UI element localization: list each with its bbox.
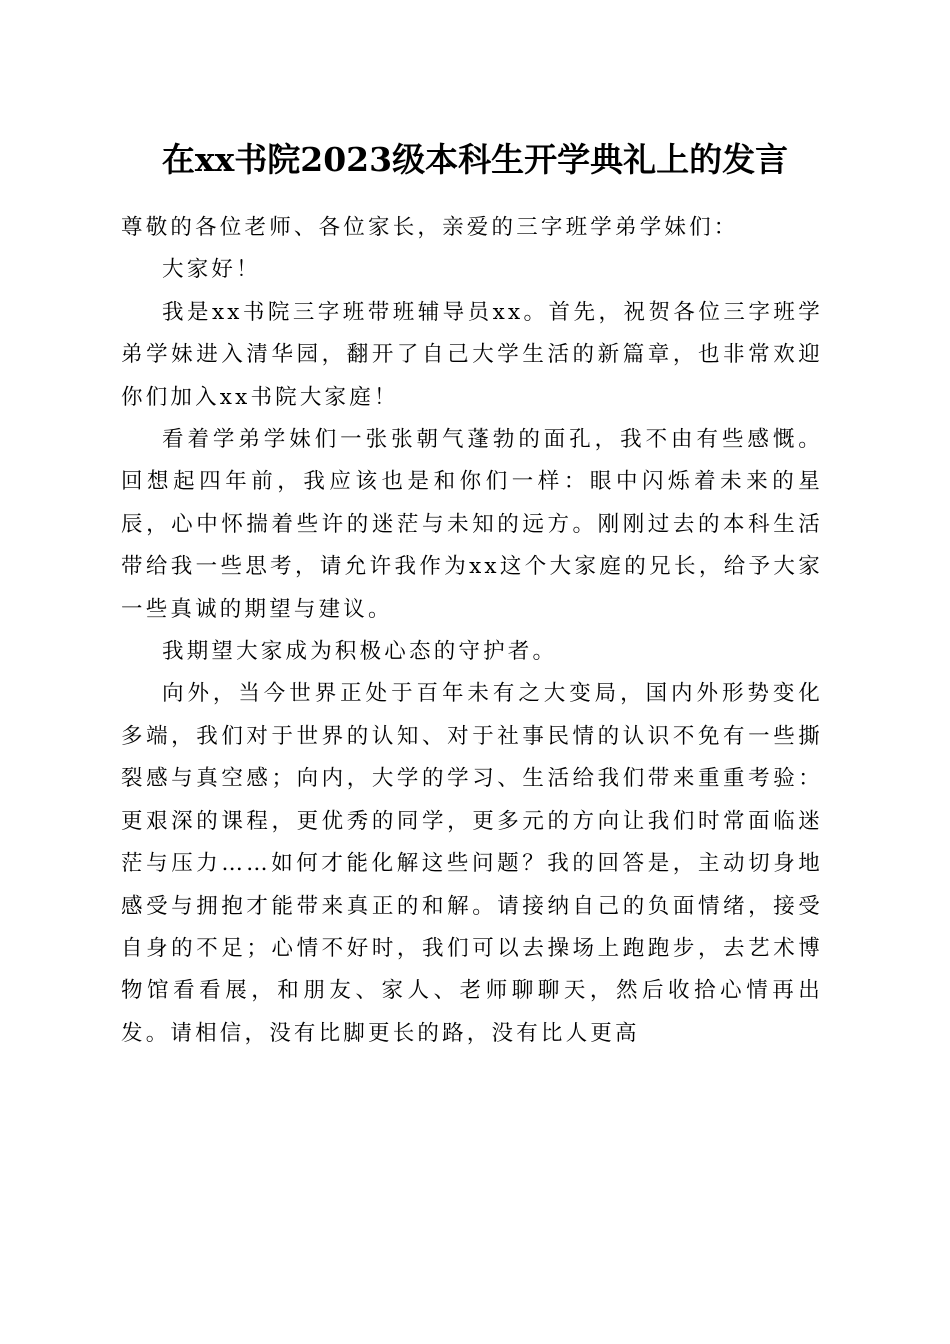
- document-title: 在xx书院2023级本科生开学典礼上的发言: [161, 140, 789, 179]
- paragraph-reflection: 看着学弟学妹们一张张朝气蓬勃的面孔，我不由有些感慨。回想起四年前，我应该也是和你们一样：眼中闪烁着未来的星辰，心中怀揣着些许的迷茫与未知的远方。刚刚过去的本科生活带给我一些思考，请允许我作为xx这个大家庭的兄长，给予大家一些真诚的期望与建议。: [121, 427, 823, 622]
- paragraph-expectation: 我期望大家成为积极心态的守护者。: [162, 639, 558, 665]
- paragraph-introduction: 我是xx书院三字班带班辅导员xx。首先，祝贺各位三字班学弟学妹进入清华园，翻开了自己大学生活的新篇章，也非常欢迎你们加入xx书院大家庭！: [121, 299, 823, 410]
- paragraph-advice: 向外，当今世界正处于百年未有之大变局，国内外形势变化多端，我们对于世界的认知、对于社事民情的认识不免有一些撕裂感与真空感；向内，大学的学习、生活给我们带来重重考验：更艰深的课程，更优秀的同学，更多元的方向让我们时常面临迷茫与压力……如何才能化解这些问题？我的回答是，主动切身地感受与拥抱才能带来真正的和解。请接纳自己的负面情绪，接受自身的不足；心情不好时，我们可以去操场上跑跑步，去艺术博物馆看看展，和朋友、家人、老师聊聊天，然后收拾心情再出发。请相信，没有比脚更长的路，没有比人更高: [121, 681, 823, 1046]
- salutation: 尊敬的各位老师、各位家长，亲爱的三字班学弟学妹们：: [121, 215, 739, 240]
- paragraph-greeting: 大家好！: [162, 257, 261, 283]
- document-body: [121, 207, 823, 1055]
